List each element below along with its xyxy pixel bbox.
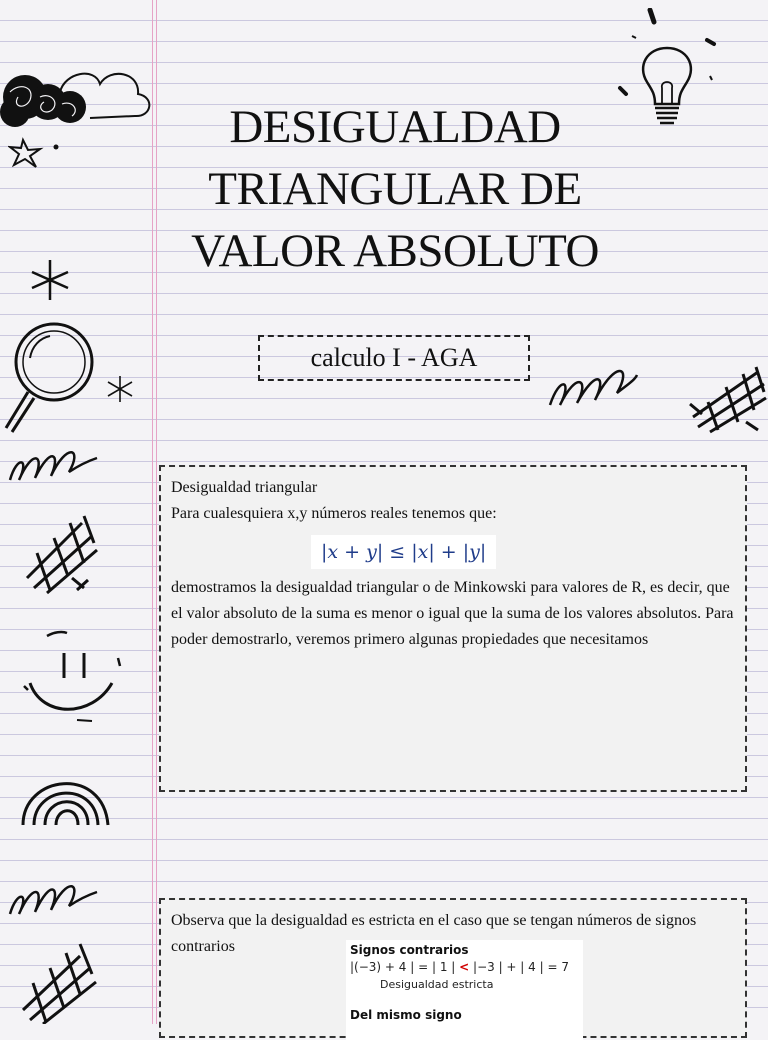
subtitle-box bbox=[258, 335, 530, 381]
expression-right: |−3 | + | 4 | = 7 bbox=[473, 960, 569, 974]
scribble-icon bbox=[5, 430, 100, 490]
example-note: Desigualdad estricta bbox=[380, 978, 494, 991]
crosshatch-icon bbox=[688, 362, 768, 434]
asterisk-icon bbox=[106, 374, 134, 404]
expression-left: |(−3) + 4 | = | 1 | bbox=[350, 960, 456, 974]
scribble-icon bbox=[5, 862, 100, 922]
crosshatch-icon bbox=[22, 508, 100, 598]
formula: |x + y| ≤ |x| + |y| bbox=[311, 535, 496, 569]
card-heading: Desigualdad triangular bbox=[171, 479, 318, 496]
example-heading-2: Del mismo signo bbox=[350, 1008, 462, 1022]
asterisk-icon bbox=[28, 258, 72, 302]
example-image bbox=[346, 940, 583, 1040]
example-expression bbox=[350, 959, 579, 976]
card-intro: Para cualesquiera x,y números reales tenemos que: bbox=[171, 505, 497, 522]
scribble-icon bbox=[545, 345, 640, 415]
star-doodle-icon bbox=[8, 135, 68, 170]
smiley-icon bbox=[22, 628, 132, 728]
less-than-symbol: < bbox=[459, 960, 470, 974]
crosshatch-icon bbox=[18, 938, 100, 1024]
page-title: DESIGUALDAD TRIANGULAR DE VALOR ABSOLUTO bbox=[191, 101, 599, 277]
example-card bbox=[159, 898, 747, 1038]
cloud-icon bbox=[0, 52, 160, 142]
margin-line bbox=[156, 0, 157, 1024]
example-heading: Signos contrarios bbox=[350, 943, 469, 957]
rainbow-icon bbox=[18, 755, 118, 830]
card-body: demostramos la desigualdad triangular o de Minkowski para valores de R, es decir, que el valor absoluto de la suma es menor o igual que la suma de los valores absolutos. Para poder demostrarlo, veremos primero algunas propiedades que necesitamos bbox=[171, 579, 734, 648]
subtitle: calculo I - AGA bbox=[310, 343, 478, 372]
definition-card bbox=[159, 465, 747, 792]
margin-line bbox=[152, 0, 153, 1024]
magnifier-icon bbox=[0, 318, 110, 436]
card-text: Observa que la desigualdad es estricta en el caso que se tengan números de signos contrarios bbox=[171, 912, 697, 955]
